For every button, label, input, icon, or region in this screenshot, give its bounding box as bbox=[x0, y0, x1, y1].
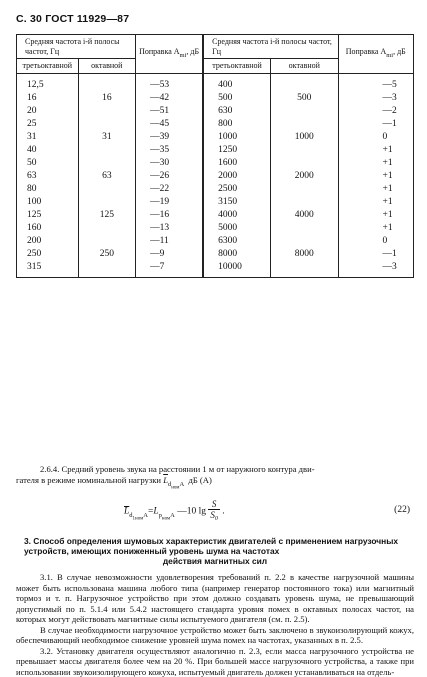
correction-cell: —3 bbox=[338, 261, 413, 278]
third-octave-cell: 500 bbox=[203, 92, 270, 105]
third-octave-cell: 2000 bbox=[203, 170, 270, 183]
correction-cell: —53 bbox=[136, 73, 203, 92]
octave-cell: 250 bbox=[78, 248, 136, 261]
third-octave-cell: 63 bbox=[17, 170, 79, 183]
octave-cell bbox=[78, 73, 136, 92]
third-octave-cell: 1250 bbox=[203, 144, 270, 157]
octave-cell: 4000 bbox=[271, 209, 338, 222]
correction-cell: +1 bbox=[338, 196, 413, 209]
formula-22: $\overline{L}_{d_{1ном}A}=L_{p_{ном}A}$ —10 lg $\frac{S}{S_0}$ . bbox=[124, 499, 225, 525]
correction-cell: —2 bbox=[338, 105, 413, 118]
third-octave-cell: 25 bbox=[17, 118, 79, 131]
third-octave-cell: 160 bbox=[17, 222, 79, 235]
table-row bbox=[17, 131, 414, 144]
frequency-correction-table bbox=[16, 34, 414, 278]
table-row bbox=[17, 144, 414, 157]
section-3-heading: 3. Способ определения шумовых характеристик двигателей с применением нагрузочных устройств, имеющих пониженный уровень шума на частотах действия магнитных сил bbox=[16, 536, 414, 566]
correction-cell: +1 bbox=[338, 144, 413, 157]
correction-cell: —30 bbox=[136, 157, 203, 170]
octave-cell bbox=[78, 157, 136, 170]
third-octave-cell: 1600 bbox=[203, 157, 270, 170]
octave-cell bbox=[78, 235, 136, 248]
third-octave-cell: 40 bbox=[17, 144, 79, 157]
octave-cell bbox=[271, 118, 338, 131]
third-octave-cell: 3150 bbox=[203, 196, 270, 209]
table-row bbox=[17, 170, 414, 183]
octave-cell bbox=[271, 144, 338, 157]
third-octave-cell: 80 bbox=[17, 183, 79, 196]
third-octave-cell: 100 bbox=[17, 196, 79, 209]
correction-cell: +1 bbox=[338, 222, 413, 235]
octave-cell bbox=[271, 73, 338, 92]
table-row bbox=[17, 196, 414, 209]
octave-cell: 31 bbox=[78, 131, 136, 144]
third-octave-cell: 400 bbox=[203, 73, 270, 92]
octave-cell: 63 bbox=[78, 170, 136, 183]
octave-cell: 2000 bbox=[271, 170, 338, 183]
octave-cell bbox=[78, 222, 136, 235]
table-row bbox=[17, 105, 414, 118]
correction-cell: —9 bbox=[136, 248, 203, 261]
octave-cell bbox=[78, 144, 136, 157]
octave-cell: 8000 bbox=[271, 248, 338, 261]
octave-cell: 1000 bbox=[271, 131, 338, 144]
third-octave-cell: 800 bbox=[203, 118, 270, 131]
octave-cell bbox=[78, 118, 136, 131]
paragraph-2-6-4: 2.6.4. Средний уровень звука на расстоянии 1 м от наружного контура дви- гателя в режиме номинальной нагрузки $\overline{L}_{d_{ном}A}$ дБ (А) bbox=[16, 464, 414, 493]
octave-cell bbox=[271, 235, 338, 248]
correction-cell: +1 bbox=[338, 209, 413, 222]
third-octave-cell: 12,5 bbox=[17, 73, 79, 92]
correction-header-right: Поправка $A_{mi}$, дБ bbox=[338, 35, 413, 74]
group-header-right: Средняя частота i-й полосы частот, Гц bbox=[203, 35, 338, 59]
third-octave-cell: 1000 bbox=[203, 131, 270, 144]
correction-cell: —45 bbox=[136, 118, 203, 131]
table-row bbox=[17, 261, 414, 278]
third-octave-header-left: третьоктавной bbox=[17, 59, 79, 74]
correction-cell: —1 bbox=[338, 118, 413, 131]
table-row bbox=[17, 73, 414, 92]
paragraph-3-1: 3.1. В случае невозможности удовлетворения требований п. 2.2 в качестве нагрузочной машины может быть использована машина любого типа (например генератор постоянного тока) или магнитный тормоз и т. п. Нагрузочное устройство при этом должно создавать уровень шума, не превышающий допустимый по п. 5.1.4 или 5.4.2 настоящего стандарта уровня помех в октавных полосах частот, на которых могут действовать магнитные силы испытуемого двигателя (см. п. 2.5). bbox=[16, 572, 414, 625]
octave-cell: 125 bbox=[78, 209, 136, 222]
octave-cell bbox=[271, 105, 338, 118]
correction-cell: —13 bbox=[136, 222, 203, 235]
octave-cell bbox=[271, 157, 338, 170]
third-octave-cell: 5000 bbox=[203, 222, 270, 235]
correction-cell: +1 bbox=[338, 170, 413, 183]
octave-header-right: октавной bbox=[271, 59, 338, 74]
correction-cell: —5 bbox=[338, 73, 413, 92]
third-octave-cell: 31 bbox=[17, 131, 79, 144]
correction-cell: —19 bbox=[136, 196, 203, 209]
third-octave-cell: 20 bbox=[17, 105, 79, 118]
third-octave-header-right: третьоктавной bbox=[203, 59, 270, 74]
third-octave-cell: 4000 bbox=[203, 209, 270, 222]
correction-cell: —11 bbox=[136, 235, 203, 248]
correction-cell: —3 bbox=[338, 92, 413, 105]
correction-cell: —26 bbox=[136, 170, 203, 183]
third-octave-cell: 10000 bbox=[203, 261, 270, 278]
third-octave-cell: 50 bbox=[17, 157, 79, 170]
correction-cell: —22 bbox=[136, 183, 203, 196]
octave-header-left: октавной bbox=[78, 59, 136, 74]
octave-cell bbox=[271, 261, 338, 278]
correction-cell: —35 bbox=[136, 144, 203, 157]
table-row bbox=[17, 118, 414, 131]
correction-cell: —7 bbox=[136, 261, 203, 278]
octave-cell bbox=[271, 183, 338, 196]
table-row bbox=[17, 235, 414, 248]
third-octave-cell: 8000 bbox=[203, 248, 270, 261]
correction-cell: —1 bbox=[338, 248, 413, 261]
correction-cell: —16 bbox=[136, 209, 203, 222]
third-octave-cell: 630 bbox=[203, 105, 270, 118]
correction-cell: 0 bbox=[338, 235, 413, 248]
table-row bbox=[17, 248, 414, 261]
table-row bbox=[17, 92, 414, 105]
formula-number: (22) bbox=[394, 505, 410, 515]
table-header-row bbox=[17, 35, 414, 59]
third-octave-cell: 6300 bbox=[203, 235, 270, 248]
table-body bbox=[17, 73, 414, 277]
table-row bbox=[17, 222, 414, 235]
paragraph-3-2: 3.2. Установку двигателя осуществляют аналогично п. 2.3, если масса нагрузочного устройства не превышает массы двигателя более чем на 20 %. При большей массе нагрузочного устройства, а также при использовании звукоизолирующего кожуха, испытуемый двигатель должен устанавливаться на отдель- bbox=[16, 646, 414, 677]
octave-cell bbox=[78, 196, 136, 209]
correction-header-left: Поправка $A_{mi}$, дБ bbox=[136, 35, 203, 74]
paragraph-3-1-b: В случае необходимости нагрузочное устройство может быть заключено в звукоизолирующий кожух, обеспечивающий необходимое снижение уровней шума помех на частотах, указанных в п. 2.5. bbox=[16, 625, 414, 646]
third-octave-cell: 16 bbox=[17, 92, 79, 105]
octave-cell: 16 bbox=[78, 92, 136, 105]
octave-cell bbox=[271, 196, 338, 209]
correction-cell: —51 bbox=[136, 105, 203, 118]
correction-cell: 0 bbox=[338, 131, 413, 144]
third-octave-cell: 315 bbox=[17, 261, 79, 278]
third-octave-cell: 200 bbox=[17, 235, 79, 248]
octave-cell bbox=[78, 183, 136, 196]
group-header-left: Средняя частота i-й полосы частот, Гц bbox=[17, 35, 136, 59]
section-3-body bbox=[16, 572, 414, 636]
octave-cell bbox=[78, 105, 136, 118]
third-octave-cell: 2500 bbox=[203, 183, 270, 196]
page-header: С. 30 ГОСТ 11929—87 bbox=[16, 13, 129, 25]
octave-cell bbox=[78, 261, 136, 278]
octave-cell bbox=[271, 222, 338, 235]
third-octave-cell: 125 bbox=[17, 209, 79, 222]
table-row bbox=[17, 209, 414, 222]
third-octave-cell: 250 bbox=[17, 248, 79, 261]
table-row bbox=[17, 183, 414, 196]
table-row bbox=[17, 157, 414, 170]
correction-cell: +1 bbox=[338, 157, 413, 170]
correction-cell: —39 bbox=[136, 131, 203, 144]
correction-cell: —42 bbox=[136, 92, 203, 105]
octave-cell: 500 bbox=[271, 92, 338, 105]
correction-cell: +1 bbox=[338, 183, 413, 196]
